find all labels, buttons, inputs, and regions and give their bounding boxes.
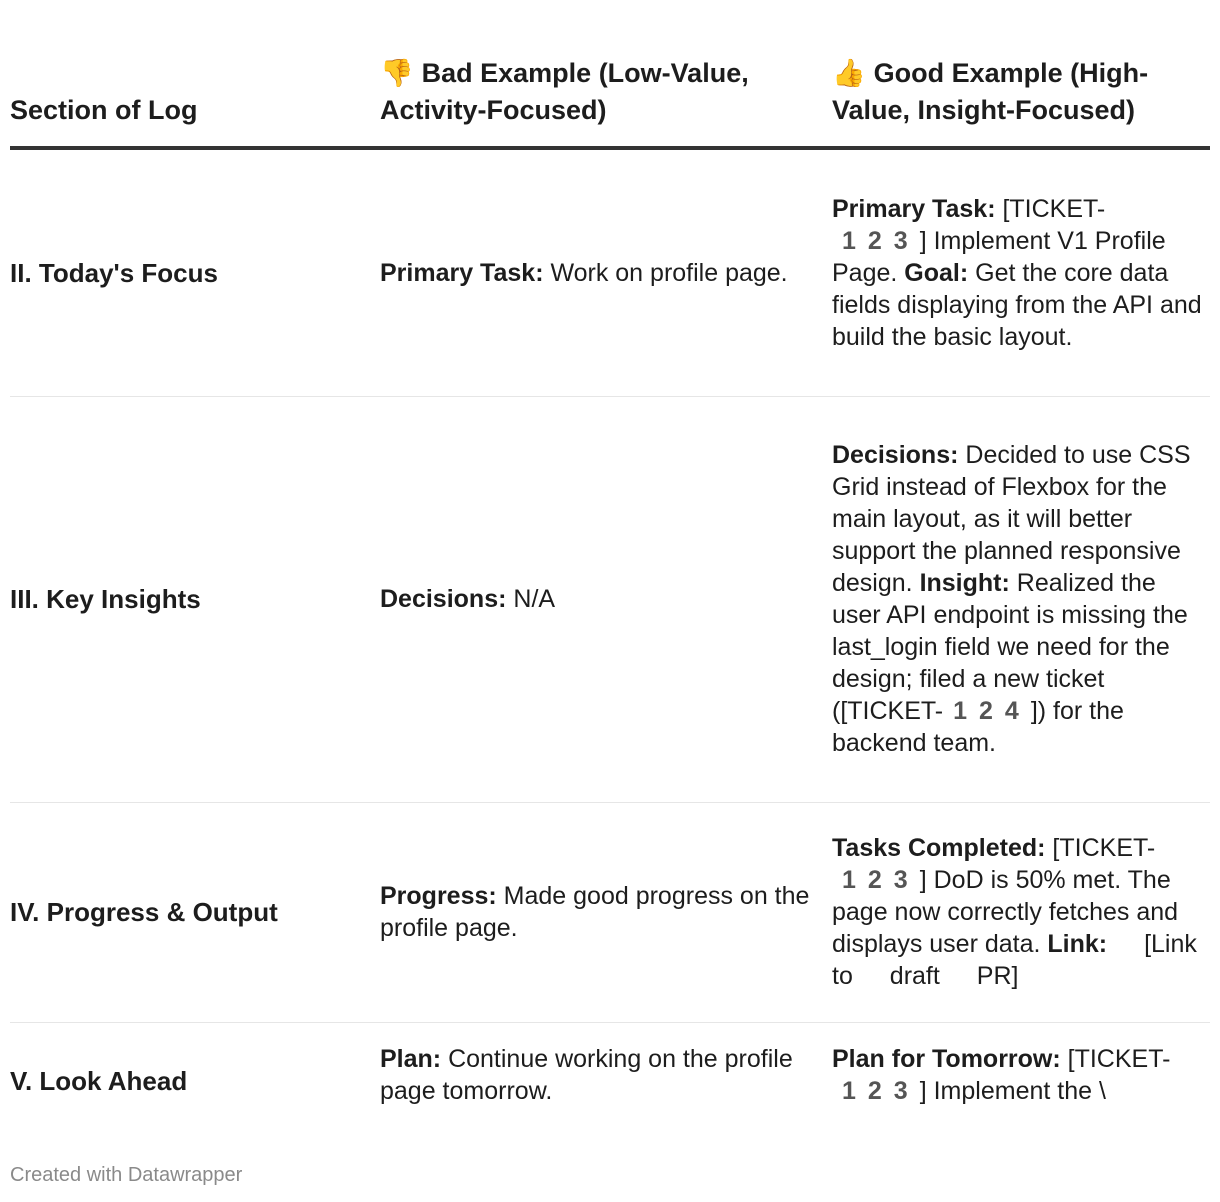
bad-example-cell — [380, 396, 832, 802]
section-cell: III. Key Insights — [10, 396, 380, 802]
good-text: ] DoD is 50% met. The page now correctly fetches and displays user data. — [832, 866, 1179, 958]
table-header-row — [10, 0, 1210, 148]
good-text: [TICKET- — [1060, 1044, 1171, 1073]
ticket-number: 123 — [842, 1076, 920, 1105]
good-text: ] Implement the \ — [919, 1076, 1106, 1105]
section-cell: II. Today's Focus — [10, 148, 380, 396]
good-example-cell — [832, 802, 1210, 1022]
good-text: ] Implement V1 Profile Page. — [832, 226, 1166, 287]
good-label: Decisions: — [832, 441, 959, 469]
header-good-label: Good Example (High-Value, Insight-Focused) — [832, 58, 1149, 125]
table-row — [10, 148, 1210, 396]
good-text: Get the core data fields displaying from the API and build the basic layout. — [832, 258, 1202, 351]
bad-label: Plan: — [380, 1044, 442, 1073]
ticket-number: 123 — [842, 226, 920, 255]
good-label: Tasks Completed: — [832, 834, 1046, 862]
bad-text: N/A — [506, 585, 556, 613]
table-row — [10, 396, 1210, 802]
bad-text: Work on profile page. — [543, 258, 788, 287]
good-text: Realized the user API endpoint is missing the last_login field we need for the design; filed a new ticket ([TICKET- — [832, 569, 1188, 725]
good-label: Primary Task: — [832, 194, 996, 223]
bad-label: Decisions: — [380, 585, 507, 613]
comparison-table — [10, 0, 1210, 1140]
ticket-number: 123 — [842, 866, 920, 894]
datawrapper-credit[interactable]: Created with Datawrapper — [10, 1164, 243, 1186]
bad-example-cell — [380, 802, 832, 1022]
good-label: Link: — [1047, 930, 1108, 958]
thumbs-down-icon: 👎 — [380, 58, 414, 89]
good-text: [TICKET- — [995, 194, 1106, 223]
bad-label: Progress: — [380, 882, 497, 910]
bad-text: Continue working on the profile page tomorrow. — [380, 1044, 793, 1105]
bad-text: Made good progress on the profile page. — [380, 882, 810, 942]
good-example-cell — [832, 1022, 1210, 1140]
section-cell: V. Look Ahead — [10, 1066, 188, 1097]
header-section-label: Section of Log — [10, 95, 198, 125]
header-bad-label: Bad Example (Low-Value, Activity-Focused) — [380, 58, 749, 125]
thumbs-up-icon: 👍 — [832, 58, 866, 89]
good-text: ]) for the backend team. — [832, 697, 1124, 757]
bad-example-cell — [380, 1022, 832, 1140]
table-row — [10, 802, 1210, 1022]
good-example-cell — [832, 396, 1210, 802]
good-label: Goal: — [904, 258, 969, 287]
header-section — [10, 0, 380, 148]
section-cell: IV. Progress & Output — [10, 802, 380, 1022]
good-text: Decided to use CSS Grid instead of Flexbox for the main layout, as it will better support the planned responsive design. — [832, 441, 1191, 597]
header-good-example — [832, 0, 1210, 148]
good-example-cell — [832, 148, 1210, 396]
good-label: Plan for Tomorrow: — [832, 1044, 1061, 1073]
ticket-number: 124 — [953, 697, 1031, 725]
bad-example-cell — [380, 148, 832, 396]
draft-pr-link[interactable]: [Link to draft PR] — [832, 930, 1197, 990]
comparison-table-container — [10, 0, 1210, 1140]
good-label: Insight: — [919, 569, 1010, 597]
table-row — [10, 1022, 1210, 1140]
header-bad-example — [380, 0, 832, 148]
bad-label: Primary Task: — [380, 258, 544, 287]
good-text: [TICKET- — [1045, 834, 1156, 862]
